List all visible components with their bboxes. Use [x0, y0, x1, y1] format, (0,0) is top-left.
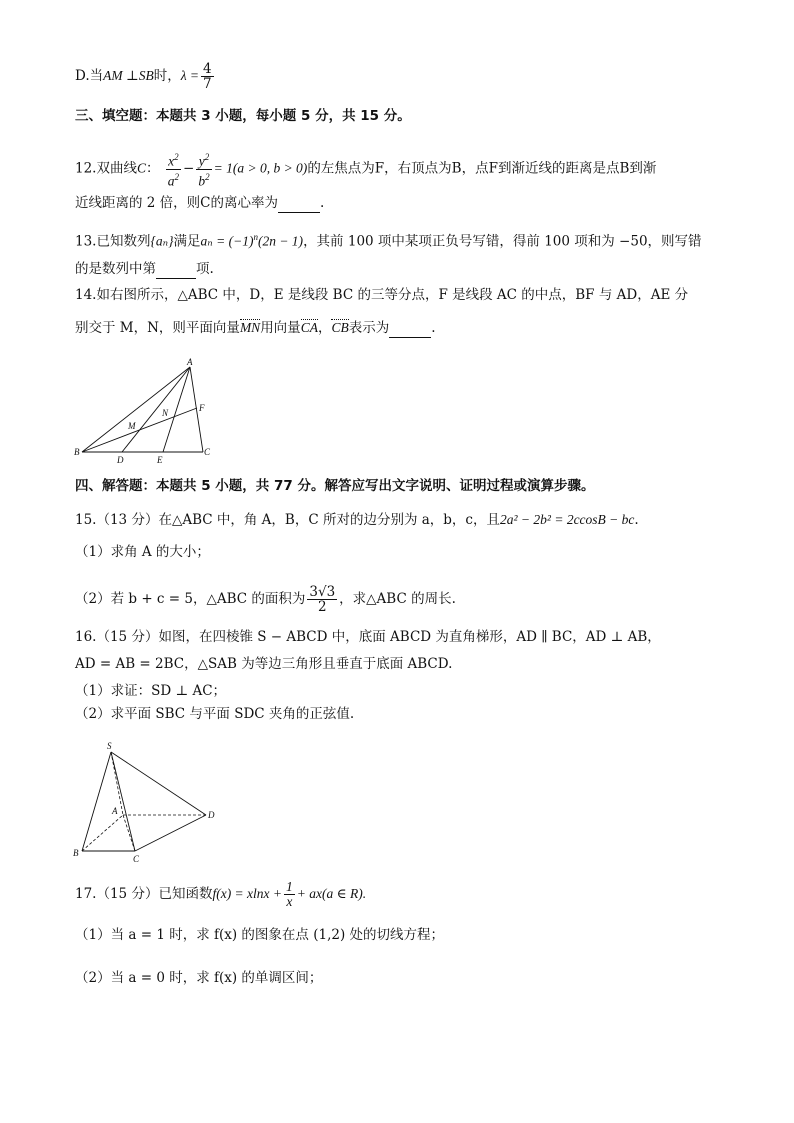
q12-line2 [75, 193, 324, 213]
label-e: E [157, 455, 163, 465]
q16-part1: （1）求证：SD ⊥ AC； [75, 683, 227, 699]
q17-tail: + ax(a ∈ R). [296, 886, 367, 901]
q14-vector-cb: CB [331, 318, 348, 338]
q14-end: . [431, 320, 436, 336]
q15-p2a: （2）若 b + c = 5，△ABC 的面积为 [75, 591, 306, 607]
edge-sc [111, 752, 135, 851]
q12-colon: ： [146, 160, 160, 177]
q13-line2 [75, 259, 214, 279]
q15-den: 2 [317, 599, 327, 615]
q13-text2: 的是数列中第 [75, 261, 156, 277]
q13-seq: {aₙ} [150, 233, 174, 249]
q14-answer-blank[interactable] [389, 323, 431, 338]
edge-ba [82, 815, 123, 851]
q17-fraction [284, 880, 295, 909]
q13-pow: n [253, 232, 258, 242]
label-b: B [74, 447, 80, 457]
q17-head [75, 880, 366, 909]
q16-line1: 16.（15 分）如图，在四棱锥 S − ABCD 中，底面 ABCD 为直角梯形，AD ∥ BC，AD ⊥ AB， [75, 629, 661, 645]
q12-frac-x: $\frac{x^2}{a^2}$ [167, 152, 180, 188]
q17-part2: （2）当 a = 0 时，求 f(x) 的单调区间； [75, 970, 323, 986]
q12-answer-blank[interactable] [278, 198, 320, 213]
segment-bf [82, 408, 197, 452]
q12-text1: 的左焦点为F，右顶点为B，点F到渐近线的距离是点B到渐 [307, 160, 657, 177]
q12-c: C [136, 160, 146, 176]
section3-title: 三、填空题：本题共 3 小题，每小题 5 分，共 15 分。 [75, 108, 411, 124]
q12-text2: 近线距离的 2 倍，则C的离心率为 [75, 195, 279, 211]
q14-text2a: 别交于 M，N，则平面向量 [75, 320, 240, 336]
q14-text2c: 表示为 [348, 320, 390, 336]
option-d-label: D.当 [75, 68, 104, 84]
label-d2: D [208, 810, 215, 820]
option-d-fraction [201, 62, 214, 91]
q15-end: . [634, 512, 639, 528]
section4-title: 四、解答题：本题共 5 小题，共 77 分。解答应写出文字说明、证明过程或演算步骤。 [75, 478, 595, 494]
label-f: F [199, 403, 205, 413]
label-c2: C [133, 854, 140, 864]
q17-den: x [286, 894, 293, 909]
label-n: N [162, 408, 169, 418]
q15-p2b: ，求△ABC 的周长. [339, 591, 456, 607]
option-d [75, 62, 216, 91]
q12-frac-y: $\frac{y^2}{b^2}$ [198, 152, 210, 188]
edge-sb [82, 752, 111, 851]
q14-vector-mn: MN [240, 318, 260, 338]
q17-part1: （1）当 a = 1 时，求 f(x) 的图象在点 (1,2) 处的切线方程； [75, 927, 445, 943]
q12-line1 [75, 150, 656, 188]
q12-cond: = 1(a > 0, b > 0) [213, 160, 308, 176]
option-d-num: 4 [203, 61, 212, 77]
label-a: A [187, 357, 193, 367]
option-d-expr: AM ⊥SB [103, 68, 154, 83]
q17-head-text: 17.（15 分）已知函数 [75, 886, 213, 902]
edge-ac [123, 815, 135, 851]
q12-prefix: 12.双曲线 [75, 160, 137, 177]
q15-num: 3√3 [309, 584, 336, 600]
q13-answer-blank[interactable] [156, 264, 196, 279]
q13-formula2: (2n − 1) [257, 233, 304, 249]
q15-formula: 2a² − 2b² = 2ccosB − bc [500, 512, 635, 527]
option-d-den: 7 [203, 76, 212, 92]
label-b2: B [73, 848, 79, 858]
q14-line2 [75, 318, 436, 338]
q15-part1: （1）求角 A 的大小； [75, 544, 210, 560]
label-a2: A [112, 806, 118, 816]
q17-fx: f(x) = xlnx + [212, 886, 283, 901]
q13-formula: aₙ = (−1) [200, 233, 254, 249]
q15-head-text: 15.（13 分）在△ABC 中，角 A，B，C 所对的边分别为 a，b，c，且 [75, 512, 500, 528]
q12-y: y [198, 153, 205, 169]
q14-vector-ca: CA [301, 318, 318, 338]
q14-text2b: 用向量 [260, 320, 301, 336]
q15-part2 [75, 585, 456, 614]
option-d-mid: 时， [153, 68, 181, 84]
triangle-figure [70, 357, 220, 465]
q14-line1: 14.如右图所示，△ABC 中，D，E 是线段 BC 的三等分点，F 是线段 AC 的中点，BF 与 AD，AE 分 [75, 287, 689, 303]
q16-part2: （2）求平面 SBC 与平面 SDC 夹角的正弦值. [75, 706, 355, 722]
edge-ba [82, 367, 190, 452]
segment-ad [122, 367, 190, 452]
label-s: S [107, 741, 112, 751]
edge-sd [111, 752, 206, 815]
label-d: D [117, 455, 124, 465]
q13-mid: 满足 [173, 233, 201, 250]
q13-prefix: 13.已知数列 [75, 233, 151, 250]
q13-end: 项. [196, 261, 214, 277]
option-d-lambda: λ = [180, 68, 200, 83]
q13-text1: ，其前 100 项中某项正负号写错，得前 100 项和为 −50，则写错 [303, 233, 702, 250]
q12-x: x [168, 153, 175, 169]
q12-a: a [167, 173, 175, 188]
q14-sep: ， [317, 320, 332, 336]
q16-line2: AD = AB = 2BC，△SAB 为等边三角形且垂直于底面 ABCD. [75, 656, 453, 672]
pyramid-figure [68, 738, 228, 868]
q17-num: 1 [286, 879, 293, 894]
q12-minus: − [183, 160, 195, 177]
edge-cd [135, 815, 206, 851]
label-c: C [204, 447, 211, 457]
q13-line1 [75, 227, 702, 252]
label-m: M [128, 421, 136, 431]
q15-fraction [307, 585, 337, 614]
q12-b: b [198, 173, 206, 188]
q15-head [75, 510, 639, 530]
q12-end: . [320, 195, 325, 211]
